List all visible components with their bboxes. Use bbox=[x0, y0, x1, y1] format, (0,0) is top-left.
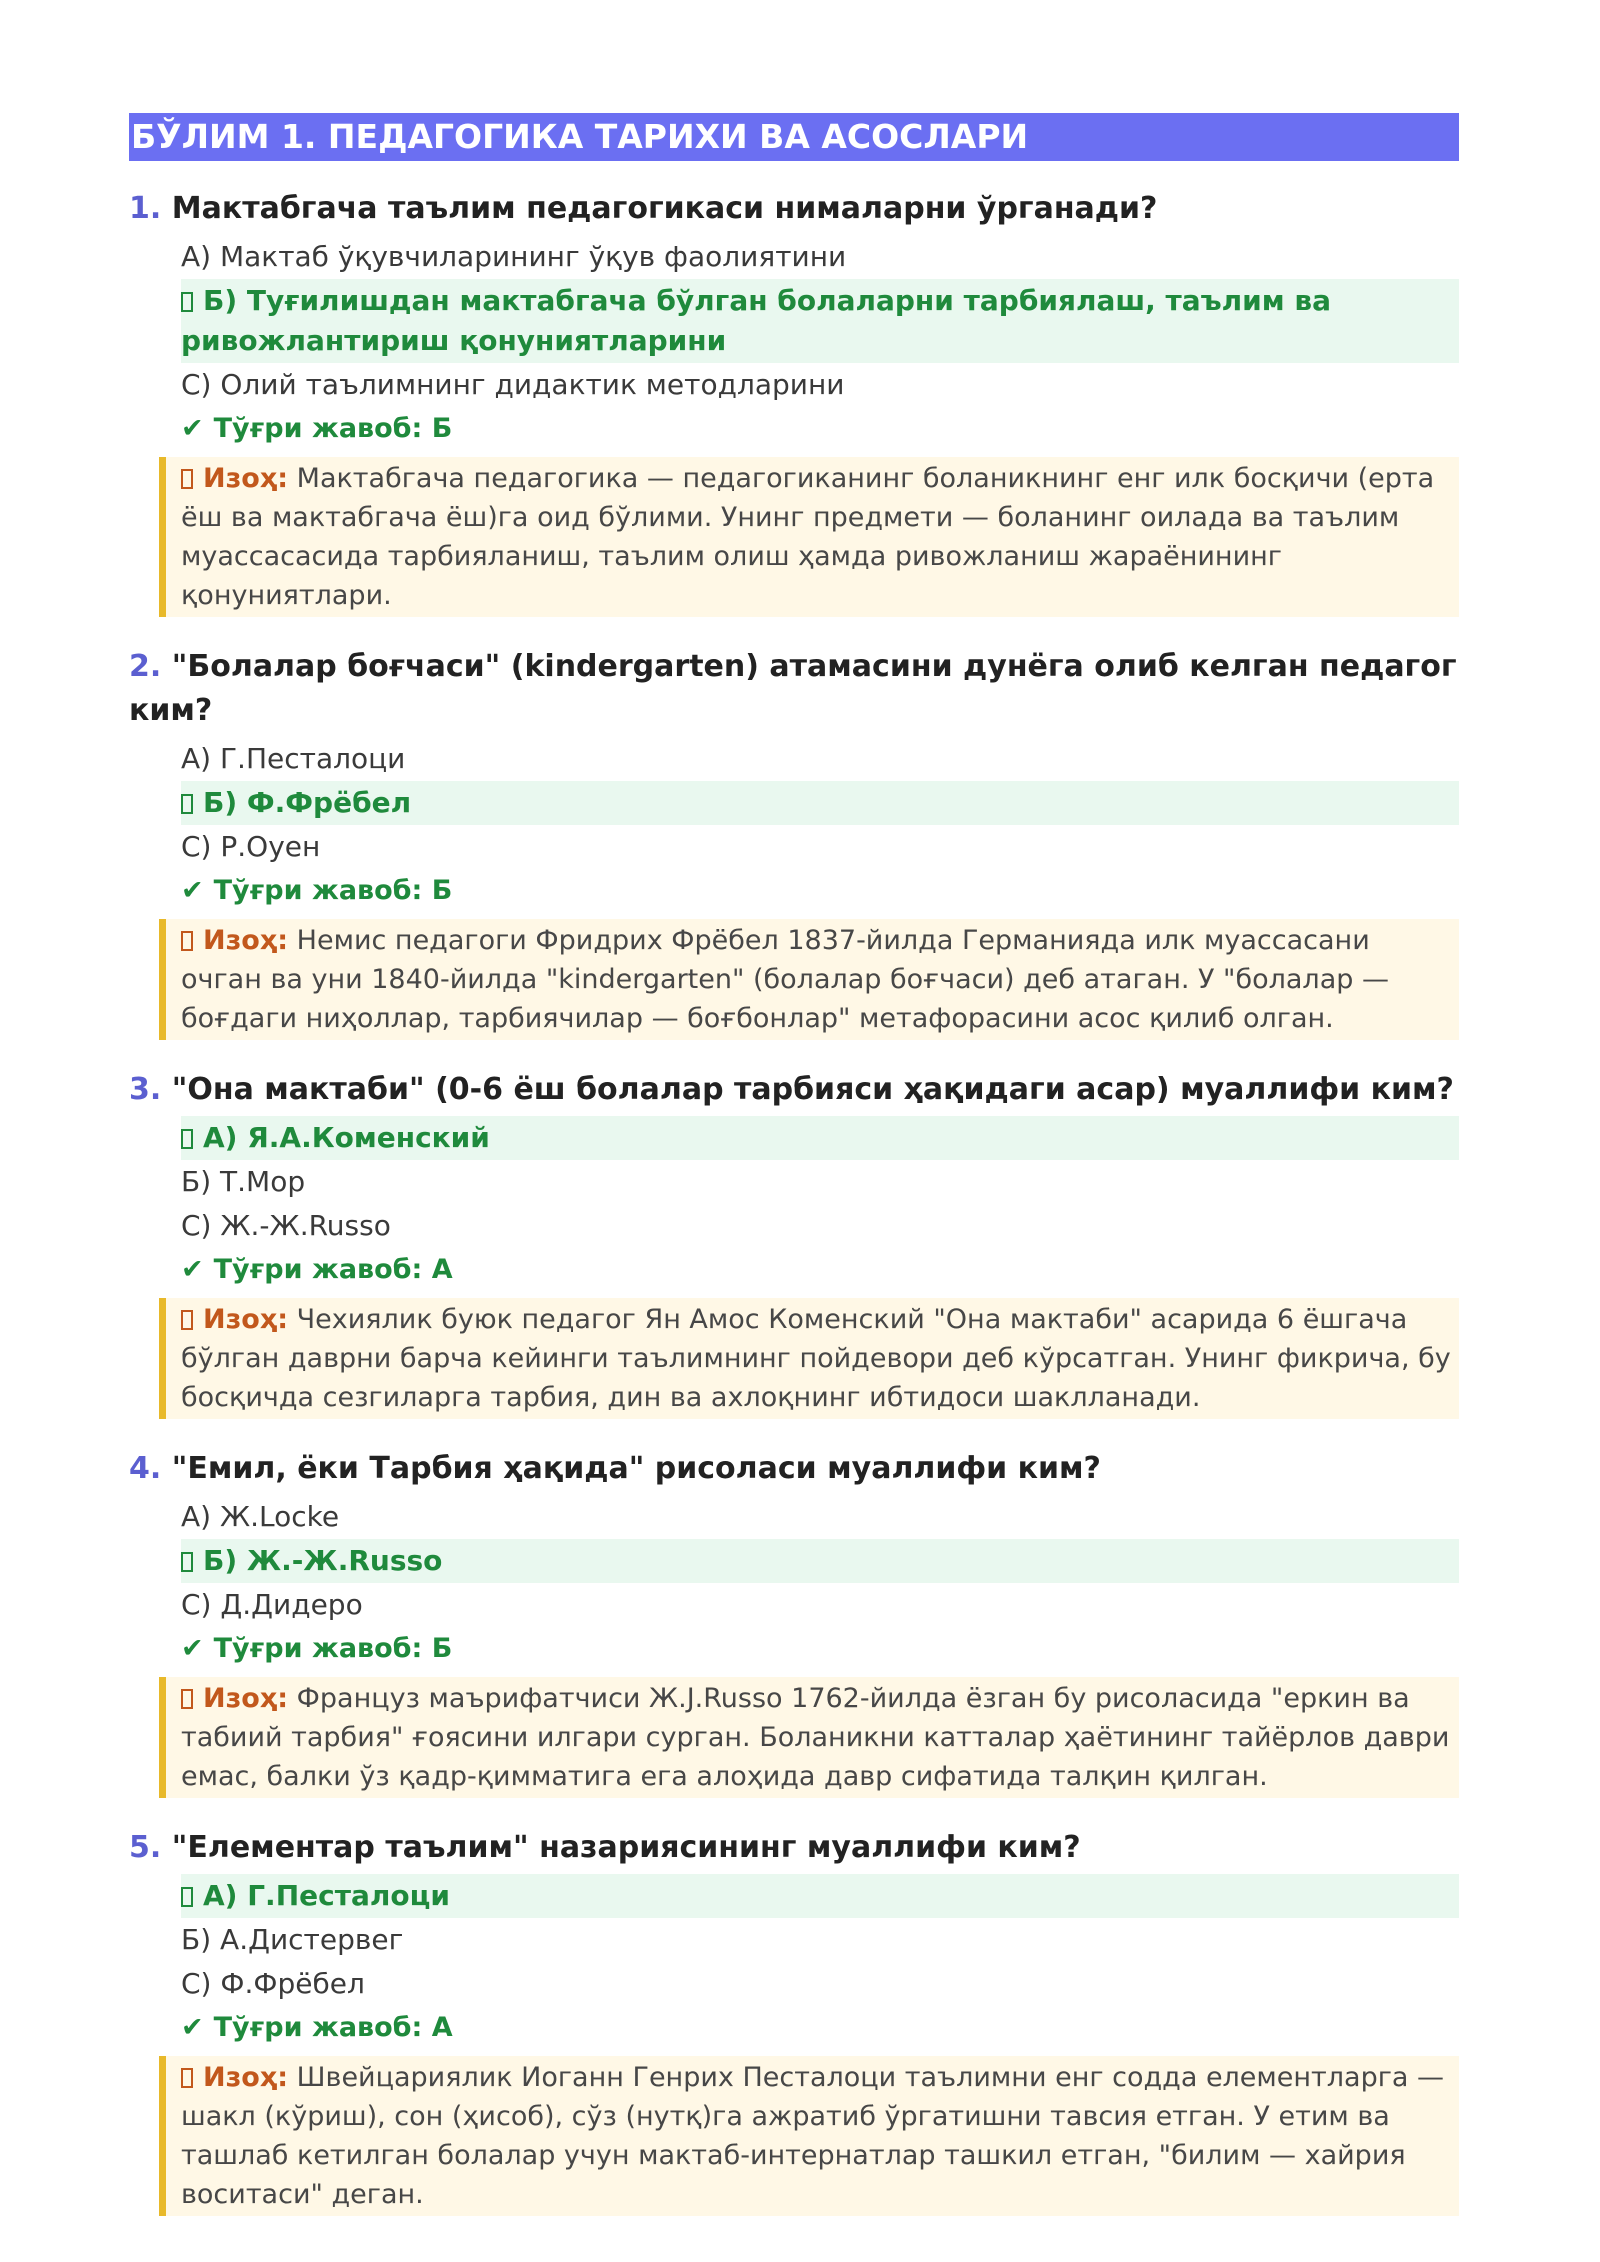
option-text: С) Ф.Фрёбел bbox=[181, 1967, 365, 2000]
checkmark-icon: ✔ bbox=[181, 1633, 204, 1664]
option-text: Б) А.Дистервег bbox=[181, 1923, 404, 1956]
answer-option bbox=[181, 1204, 1459, 1248]
question-title bbox=[129, 1068, 1459, 1112]
option-text: А) Мактаб ўқувчиларининг ўқув фаолиятини bbox=[181, 240, 847, 273]
option-text: С) Д.Дидеро bbox=[181, 1588, 363, 1621]
question-title bbox=[129, 645, 1459, 733]
correct-option bbox=[181, 1539, 1459, 1583]
note-text: Немис педагоги Фридрих Фрёбел 1837-йилда Германияда илк муассасани очган ва уни 1840-йилда "kindergarten" (болалар боғчаси) деб атаган. У "болалар — боғдаги ниҳоллар, тарбиячилар — боғбонлар" метафорасини асос қилиб олган. bbox=[181, 925, 1389, 1034]
explanation-note bbox=[159, 2056, 1459, 2216]
correct-option bbox=[181, 781, 1459, 825]
explanation-note bbox=[159, 457, 1459, 617]
note-label: Изоҳ: bbox=[203, 1683, 289, 1714]
correct-option bbox=[181, 279, 1459, 363]
correct-answer-line bbox=[181, 869, 1459, 913]
correct-mark-icon bbox=[181, 1129, 193, 1149]
answer-prefix: Тўғри жавоб: bbox=[213, 1633, 423, 1664]
option-text: Б) Ф.Фрёбел bbox=[203, 786, 412, 819]
question-number: 2. bbox=[129, 649, 162, 684]
question-block bbox=[129, 187, 1459, 617]
question-number: 5. bbox=[129, 1830, 162, 1865]
correct-mark-icon bbox=[181, 292, 193, 312]
note-label: Изоҳ: bbox=[203, 925, 289, 956]
correct-mark-icon bbox=[181, 794, 193, 814]
note-label: Изоҳ: bbox=[203, 1304, 289, 1335]
option-text: А) Я.А.Коменский bbox=[203, 1121, 490, 1154]
explanation-note bbox=[159, 1298, 1459, 1419]
question-text: "Она мактаби" (0-6 ёш болалар тарбияси ҳақидаги асар) муаллифи ким? bbox=[171, 1072, 1454, 1107]
correct-answer-line bbox=[181, 2006, 1459, 2050]
document-content bbox=[129, 113, 1459, 2244]
note-icon bbox=[181, 1689, 193, 1709]
note-icon bbox=[181, 469, 193, 489]
correct-option bbox=[181, 1874, 1459, 1918]
checkmark-icon: ✔ bbox=[181, 413, 204, 444]
answer-option bbox=[181, 737, 1459, 781]
answer-option bbox=[181, 235, 1459, 279]
explanation-note bbox=[159, 1677, 1459, 1798]
correct-answer-line bbox=[181, 1627, 1459, 1671]
note-icon bbox=[181, 931, 193, 951]
correct-option bbox=[181, 1116, 1459, 1160]
note-icon bbox=[181, 1310, 193, 1330]
explanation-note bbox=[159, 919, 1459, 1040]
note-label: Изоҳ: bbox=[203, 2062, 289, 2093]
answer-option bbox=[181, 363, 1459, 407]
answer-option bbox=[181, 1962, 1459, 2006]
correct-mark-icon bbox=[181, 1552, 193, 1572]
answer-option bbox=[181, 1495, 1459, 1539]
note-text: Швейцариялик Иоганн Генрих Песталоци таълимни енг содда елементларга — шакл (кўриш), сон (ҳисоб), сўз (нутқ)га ажратиб ўргатишни тавсия етган. У етим ва ташлаб кетилган болалар учун мактаб-интернатлар ташкил етган, "билим — хайрия воситаси" деган. bbox=[181, 2062, 1445, 2210]
question-title bbox=[129, 1826, 1459, 1870]
question-list bbox=[129, 187, 1459, 2216]
answer-option bbox=[181, 1583, 1459, 1627]
answer-option bbox=[181, 1918, 1459, 1962]
question-block bbox=[129, 1447, 1459, 1798]
option-text: С) Ж.-Ж.Russo bbox=[181, 1209, 391, 1242]
answer-letter: Б bbox=[431, 1633, 453, 1664]
option-text: А) Г.Песталоци bbox=[203, 1879, 450, 1912]
option-text: С) Олий таълимнинг дидактик методларини bbox=[181, 368, 845, 401]
note-text: Француз маърифатчиси Ж.J.Russo 1762-йилда ёзган бу рисоласида "еркин ва табиий тарбия" ғоясини илгари сурган. Боланикни катталар ҳаётининг тайёрлов даври емас, балки ўз қадр-қимматига ега алоҳида давр сифатида талқин қилган. bbox=[181, 1683, 1450, 1792]
correct-answer-line bbox=[181, 407, 1459, 451]
question-text: "Елементар таълим" назариясининг муаллифи ким? bbox=[171, 1830, 1081, 1865]
answer-letter: Б bbox=[431, 413, 453, 444]
question-block bbox=[129, 1068, 1459, 1419]
question-number: 1. bbox=[129, 191, 162, 226]
question-title bbox=[129, 187, 1459, 231]
option-text: Б) Т.Мор bbox=[181, 1165, 306, 1198]
question-text: "Емил, ёки Тарбия ҳақида" рисоласи муаллифи ким? bbox=[171, 1451, 1101, 1486]
question-title bbox=[129, 1447, 1459, 1491]
answer-prefix: Тўғри жавоб: bbox=[213, 875, 423, 906]
option-text: А) Ж.Locke bbox=[181, 1500, 340, 1533]
note-text: Мактабгача педагогика — педагогиканинг боланикнинг енг илк босқичи (ерта ёш ва мактабгача ёш)га оид бўлими. Унинг предмети — боланинг оилада ва таълим муассасасида тарбияланиш, таълим олиш ҳамда ривожланиш жараёнининг қонуниятлари. bbox=[181, 463, 1435, 611]
question-block bbox=[129, 645, 1459, 1040]
question-number: 3. bbox=[129, 1072, 162, 1107]
option-text: Б) Туғилишдан мактабгача бўлган болаларни тарбиялаш, таълим ва ривожлантириш қонуниятларини bbox=[181, 284, 1332, 357]
checkmark-icon: ✔ bbox=[181, 1254, 204, 1285]
checkmark-icon: ✔ bbox=[181, 875, 204, 906]
answer-letter: А bbox=[431, 1254, 453, 1285]
answer-option bbox=[181, 1160, 1459, 1204]
note-text: Чехиялик буюк педагог Ян Амос Коменский "Она мактаби" асарида 6 ёшгача бўлган даврни барча кейинги таълимнинг пойдевори деб кўрсатган. Унинг фикрича, бу босқичда сезгиларга тарбия, дин ва ахлоқнинг ибтидоси шаклланади. bbox=[181, 1304, 1451, 1413]
note-icon bbox=[181, 2068, 193, 2088]
correct-answer-line bbox=[181, 1248, 1459, 1292]
answer-letter: Б bbox=[431, 875, 453, 906]
correct-mark-icon bbox=[181, 1887, 193, 1907]
answer-prefix: Тўғри жавоб: bbox=[213, 413, 423, 444]
answer-option bbox=[181, 825, 1459, 869]
answer-letter: А bbox=[431, 2012, 453, 2043]
option-text: А) Г.Песталоци bbox=[181, 742, 406, 775]
checkmark-icon: ✔ bbox=[181, 2012, 204, 2043]
note-label: Изоҳ: bbox=[203, 463, 289, 494]
option-text: С) Р.Оуен bbox=[181, 830, 321, 863]
answer-prefix: Тўғри жавоб: bbox=[213, 1254, 423, 1285]
option-text: Б) Ж.-Ж.Russo bbox=[203, 1544, 443, 1577]
section-header: БЎЛИМ 1. ПЕДАГОГИКА ТАРИХИ ВА АСОСЛАРИ bbox=[129, 113, 1459, 161]
question-block bbox=[129, 1826, 1459, 2216]
question-text: Мактабгача таълим педагогикаси нималарни ўрганади? bbox=[171, 191, 1158, 226]
answer-prefix: Тўғри жавоб: bbox=[213, 2012, 423, 2043]
question-text: "Болалар боғчаси" (kindergarten) атамасини дунёга олиб келган педагог ким? bbox=[129, 649, 1457, 728]
question-number: 4. bbox=[129, 1451, 162, 1486]
